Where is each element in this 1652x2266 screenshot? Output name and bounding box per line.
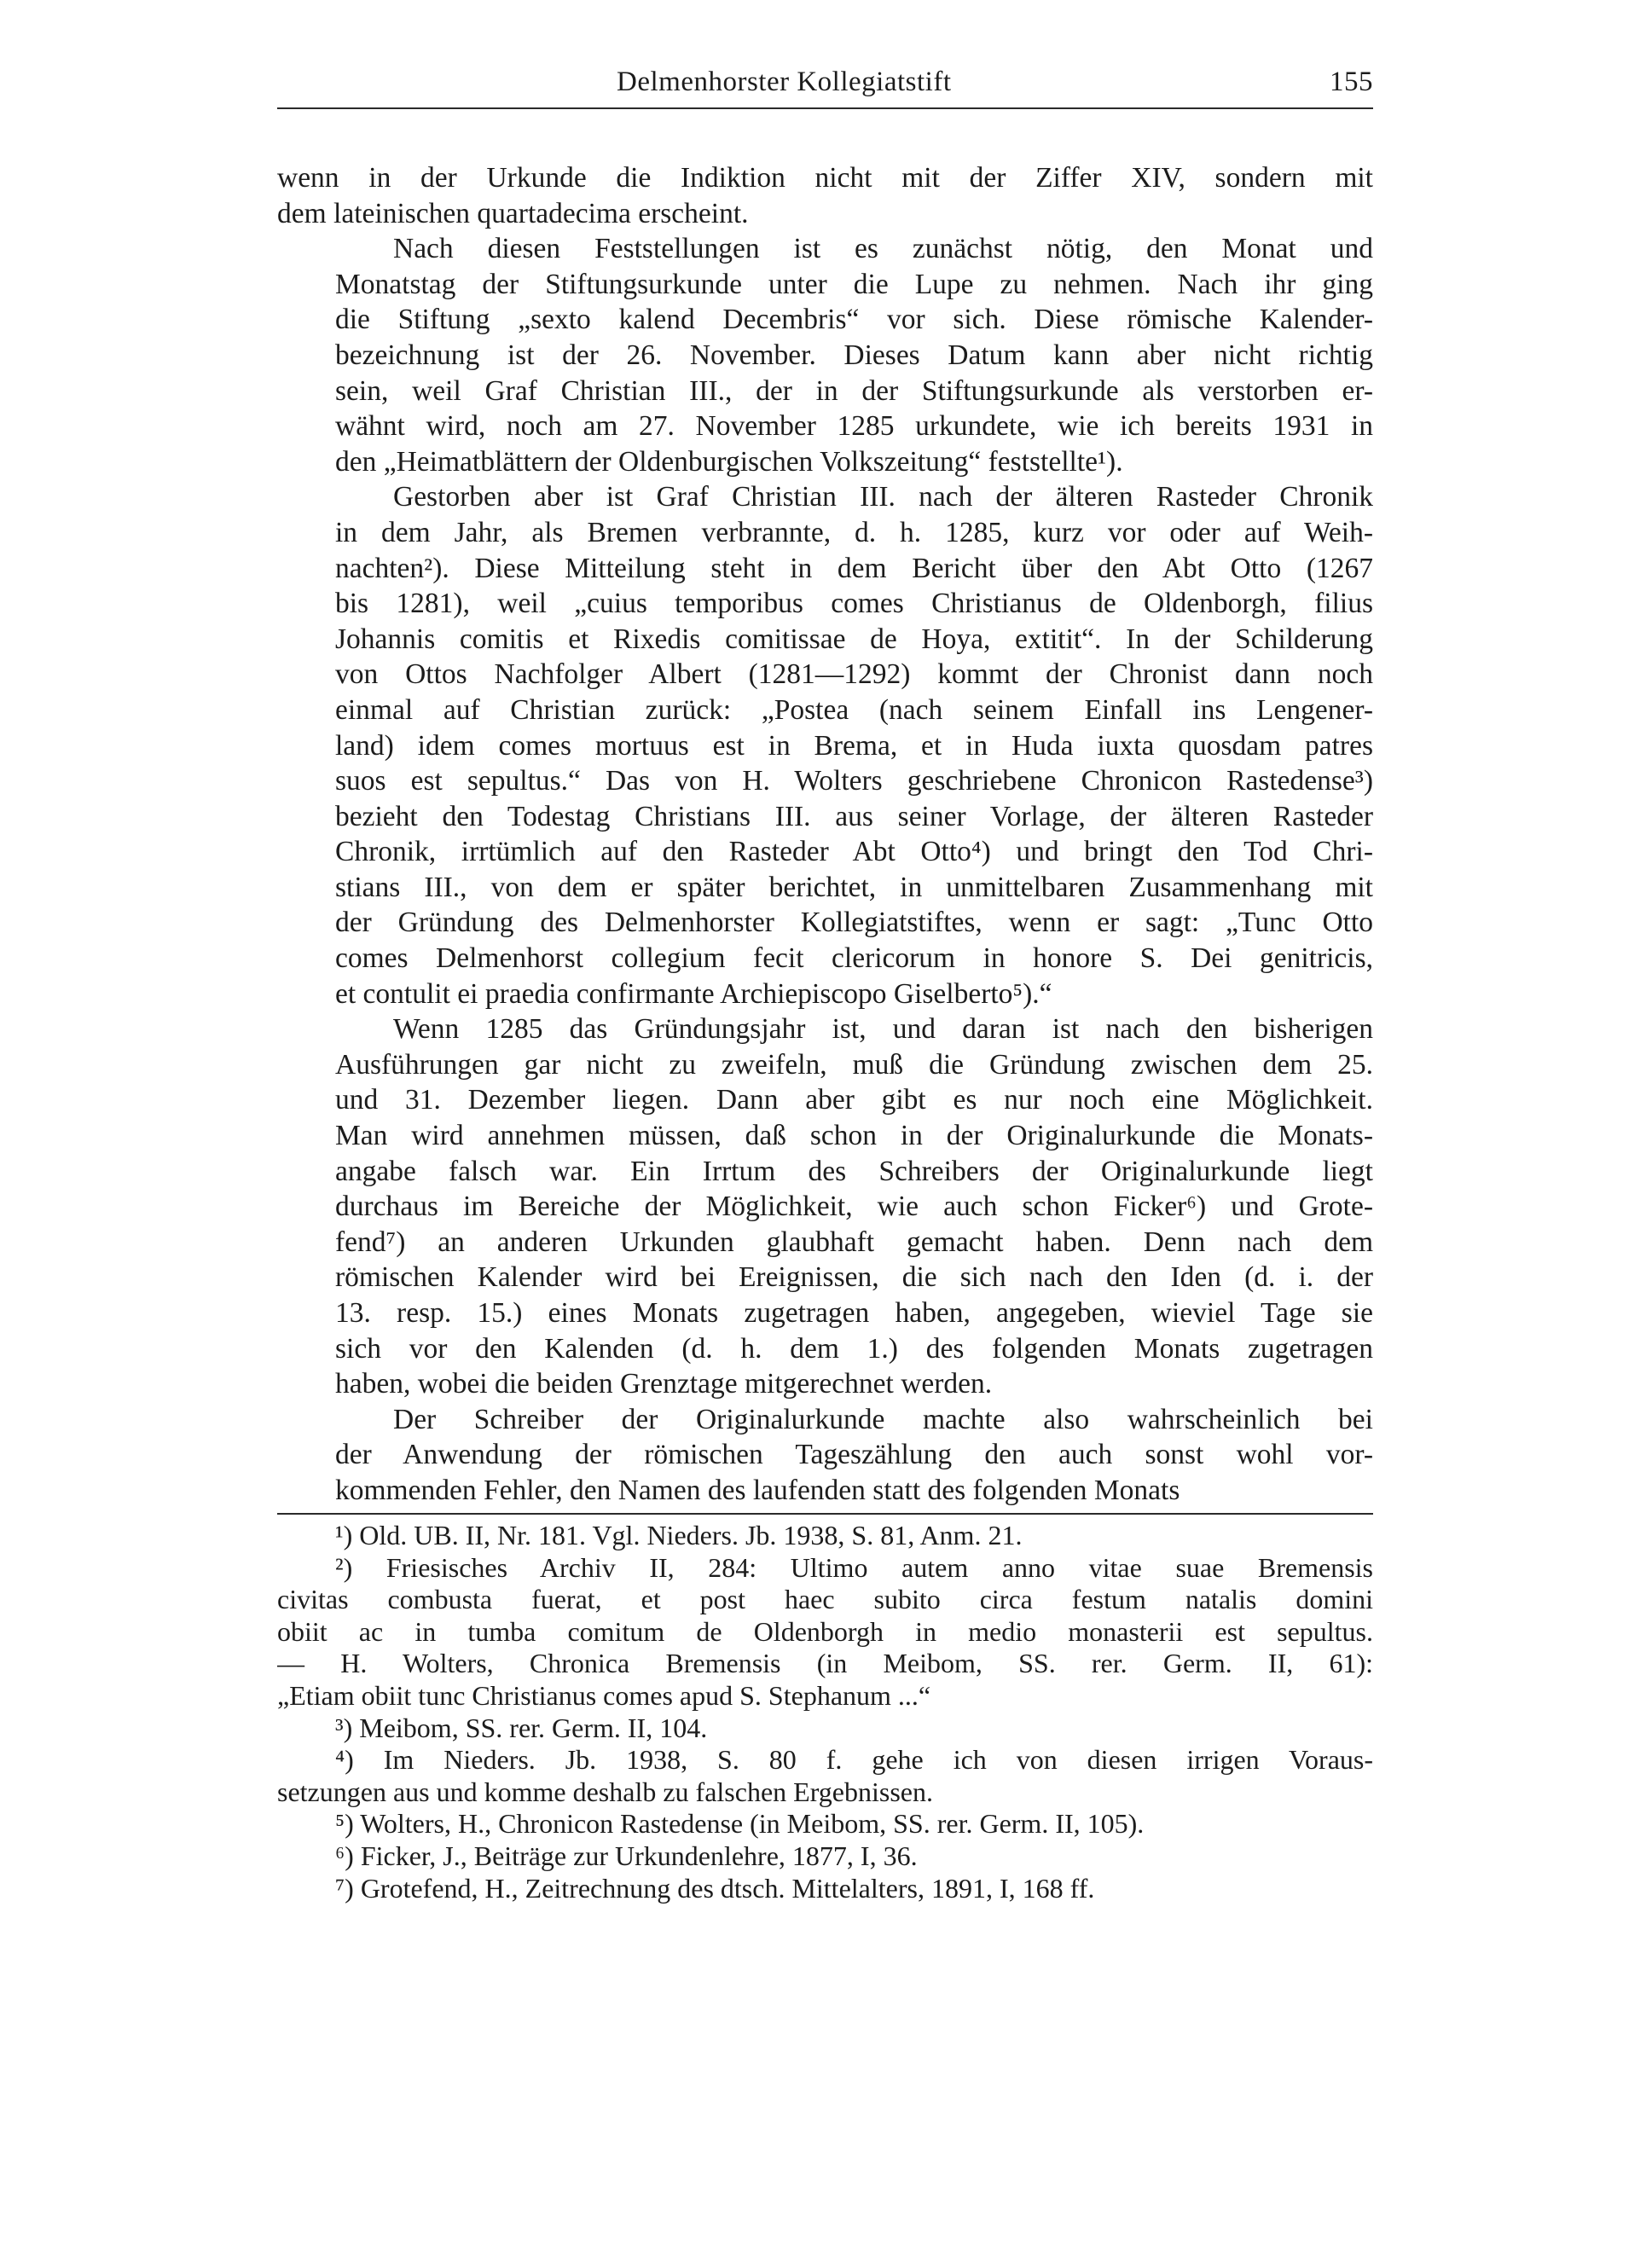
paragraph-line: land) idem comes mortuus est in Brema, et in Huda iuxta quosdam patres xyxy=(335,729,1373,762)
paragraph-line: angabe falsch war. Ein Irrtum des Schreibers der Originalurkunde liegt xyxy=(335,1155,1373,1187)
paragraph-line: Gestorben aber ist Graf Christian III. nach der älteren Rasteder Chronik xyxy=(393,481,1373,513)
paragraph-line: Man wird annehmen müssen, daß schon in der Originalurkunde die Monats- xyxy=(335,1120,1373,1152)
paragraph-line: bezieht den Todestag Christians III. aus seiner Vorlage, der älteren Rasteder xyxy=(335,800,1373,832)
paragraph xyxy=(277,1402,1373,1509)
paragraph-line: Johannis comitis et Rixedis comitissae de Hoya, extitit“. In der Schilderung xyxy=(335,623,1373,655)
paragraph-line: Monatstag der Stiftungsurkunde unter die Lupe zu nehmen. Nach ihr ging xyxy=(335,268,1373,300)
paragraph-line: comes Delmenhorst collegium fecit clericorum in honore S. Dei genitricis, xyxy=(335,942,1373,975)
paragraph-line: den „Heimatblättern der Oldenburgischen Volkszeitung“ feststellte¹). xyxy=(335,445,1123,478)
paragraph-line: wähnt wird, noch am 27. November 1285 urkundete, wie ich bereits 1931 in xyxy=(335,410,1373,443)
paragraph-line: nachten²). Diese Mitteilung steht in dem Bericht über den Abt Otto (1267 xyxy=(335,552,1373,584)
footnote xyxy=(277,1744,1373,1808)
footnote-line: ⁷) Grotefend, H., Zeitrechnung des dtsch. Mittelalters, 1891, I, 168 ff. xyxy=(335,1872,1095,1904)
paragraph-line: der Anwendung der römischen Tageszählung den auch sonst wohl vor- xyxy=(335,1439,1373,1471)
paragraph-line: in dem Jahr, als Bremen verbrannte, d. h. 1285, kurz vor oder auf Weih- xyxy=(335,516,1373,548)
footnote xyxy=(277,1552,1373,1713)
paragraph-line: bis 1281), weil „cuius temporibus comes Christianus de Oldenborgh, filius xyxy=(335,588,1373,620)
paragraph xyxy=(277,479,1373,1011)
paragraph-line: Nach diesen Feststellungen ist es zunächst nötig, den Monat und xyxy=(393,233,1373,265)
footnote xyxy=(277,1808,1373,1840)
footnote xyxy=(277,1713,1373,1745)
paragraph xyxy=(277,231,1373,479)
paragraph-line: römischen Kalender wird bei Ereignissen, die sich nach den Iden (d. i. der xyxy=(335,1261,1373,1294)
footnote-line: ³) Meibom, SS. rer. Germ. II, 104. xyxy=(335,1712,708,1743)
paragraph-line: suos est sepultus.“ Das von H. Wolters geschriebene Chronicon Rastedense³) xyxy=(335,765,1373,797)
paragraph-line: von Ottos Nachfolger Albert (1281—1292) kommt der Chronist dann noch xyxy=(335,658,1373,691)
paragraph-line: durchaus im Bereiche der Möglichkeit, wie auch schon Ficker⁶) und Grote- xyxy=(335,1191,1373,1223)
footnote-rule xyxy=(277,1513,1373,1515)
paragraph xyxy=(277,1011,1373,1402)
paragraph-line: bezeichnung ist der 26. November. Dieses Datum kann aber nicht richtig xyxy=(335,339,1373,371)
paragraph-line: die Stiftung „sexto kalend Decembris“ vor sich. Diese römische Kalender- xyxy=(335,304,1373,336)
paragraph-line: sein, weil Graf Christian III., der in der Stiftungsurkunde als verstorben er- xyxy=(335,374,1373,407)
paragraph-line: dem lateinischen quartadecima erscheint. xyxy=(277,197,749,229)
header-rule xyxy=(277,107,1373,109)
paragraph-line: Ausführungen gar nicht zu zweifeln, muß die Gründung zwischen dem 25. xyxy=(335,1048,1373,1081)
footnote xyxy=(277,1840,1373,1873)
paragraph-line: Chronik, irrtümlich auf den Rasteder Abt Otto⁴) und bringt den Tod Chri- xyxy=(335,836,1373,868)
running-title: Delmenhorster Kollegiatstift xyxy=(617,67,952,97)
paragraph-line: der Gründung des Delmenhorster Kollegiatstiftes, wenn er sagt: „Tunc Otto xyxy=(335,907,1373,939)
footnote xyxy=(277,1520,1373,1552)
page-number: 155 xyxy=(1330,67,1373,97)
footnote-line: civitas combusta fuerat, et post haec subito circa festum natalis domini xyxy=(277,1584,1373,1615)
footnote-line: setzungen aus und komme deshalb zu falschen Ergebnissen. xyxy=(277,1776,933,1807)
footnote-line: ¹) Old. UB. II, Nr. 181. Vgl. Nieders. Jb. 1938, S. 81, Anm. 21. xyxy=(335,1520,1023,1550)
paragraph-line: sich vor den Kalenden (d. h. dem 1.) des folgenden Monats zugetragen xyxy=(335,1332,1373,1365)
paragraph-line: Der Schreiber der Originalurkunde machte also wahrscheinlich bei xyxy=(393,1403,1373,1435)
footnote xyxy=(277,1873,1373,1905)
footnote-line: ²) Friesisches Archiv II, 284: Ultimo autem anno vitae suae Bremensis xyxy=(335,1551,1373,1583)
paragraph-line: Wenn 1285 das Gründungsjahr ist, und daran ist nach den bisherigen xyxy=(393,1013,1373,1046)
main-text xyxy=(277,160,1373,1509)
paragraph-line: haben, wobei die beiden Grenztage mitgerechnet werden. xyxy=(335,1368,993,1400)
footnote-line: ⁵) Wolters, H., Chronicon Rastedense (in Meibom, SS. rer. Germ. II, 105). xyxy=(335,1808,1145,1840)
footnote-line: obiit ac in tumba comitum de Oldenborgh in medio monasterii est sepultus. xyxy=(277,1615,1373,1647)
footnote-line: ⁴) Im Nieders. Jb. 1938, S. 80 f. gehe ich von diesen irrigen Voraus- xyxy=(335,1744,1373,1776)
paragraph-line: und 31. Dezember liegen. Dann aber gibt es nur noch eine Möglichkeit. xyxy=(335,1084,1373,1116)
paragraph-line: stians III., von dem er später berichtet, in unmittelbaren Zusammenhang mit xyxy=(335,871,1373,903)
footnote-line: ⁶) Ficker, J., Beiträge zur Urkundenlehre, 1877, I, 36. xyxy=(335,1840,918,1871)
footnote-line: „Etiam obiit tunc Christianus comes apud S. Stephanum ...“ xyxy=(277,1679,931,1711)
paragraph-line: kommenden Fehler, den Namen des laufenden statt des folgenden Monats xyxy=(335,1474,1180,1506)
paragraph xyxy=(277,160,1373,231)
paragraph-line: et contulit ei praedia confirmante Archiepiscopo Giselberto⁵).“ xyxy=(335,977,1052,1010)
footnotes xyxy=(277,1520,1373,1904)
paragraph-line: fend⁷) an anderen Urkunden glaubhaft gemacht haben. Denn nach dem xyxy=(335,1226,1373,1258)
paragraph-line: 13. resp. 15.) eines Monats zugetragen haben, angegeben, wieviel Tage sie xyxy=(335,1297,1373,1329)
footnote-line: — H. Wolters, Chronica Bremensis (in Meibom, SS. rer. Germ. II, 61): xyxy=(277,1648,1373,1679)
paragraph-line: einmal auf Christian zurück: „Postea (nach seinem Einfall ins Lengener- xyxy=(335,693,1373,726)
running-head xyxy=(277,61,1373,113)
paragraph-line: wenn in der Urkunde die Indiktion nicht mit der Ziffer XIV, sondern mit xyxy=(277,162,1373,194)
